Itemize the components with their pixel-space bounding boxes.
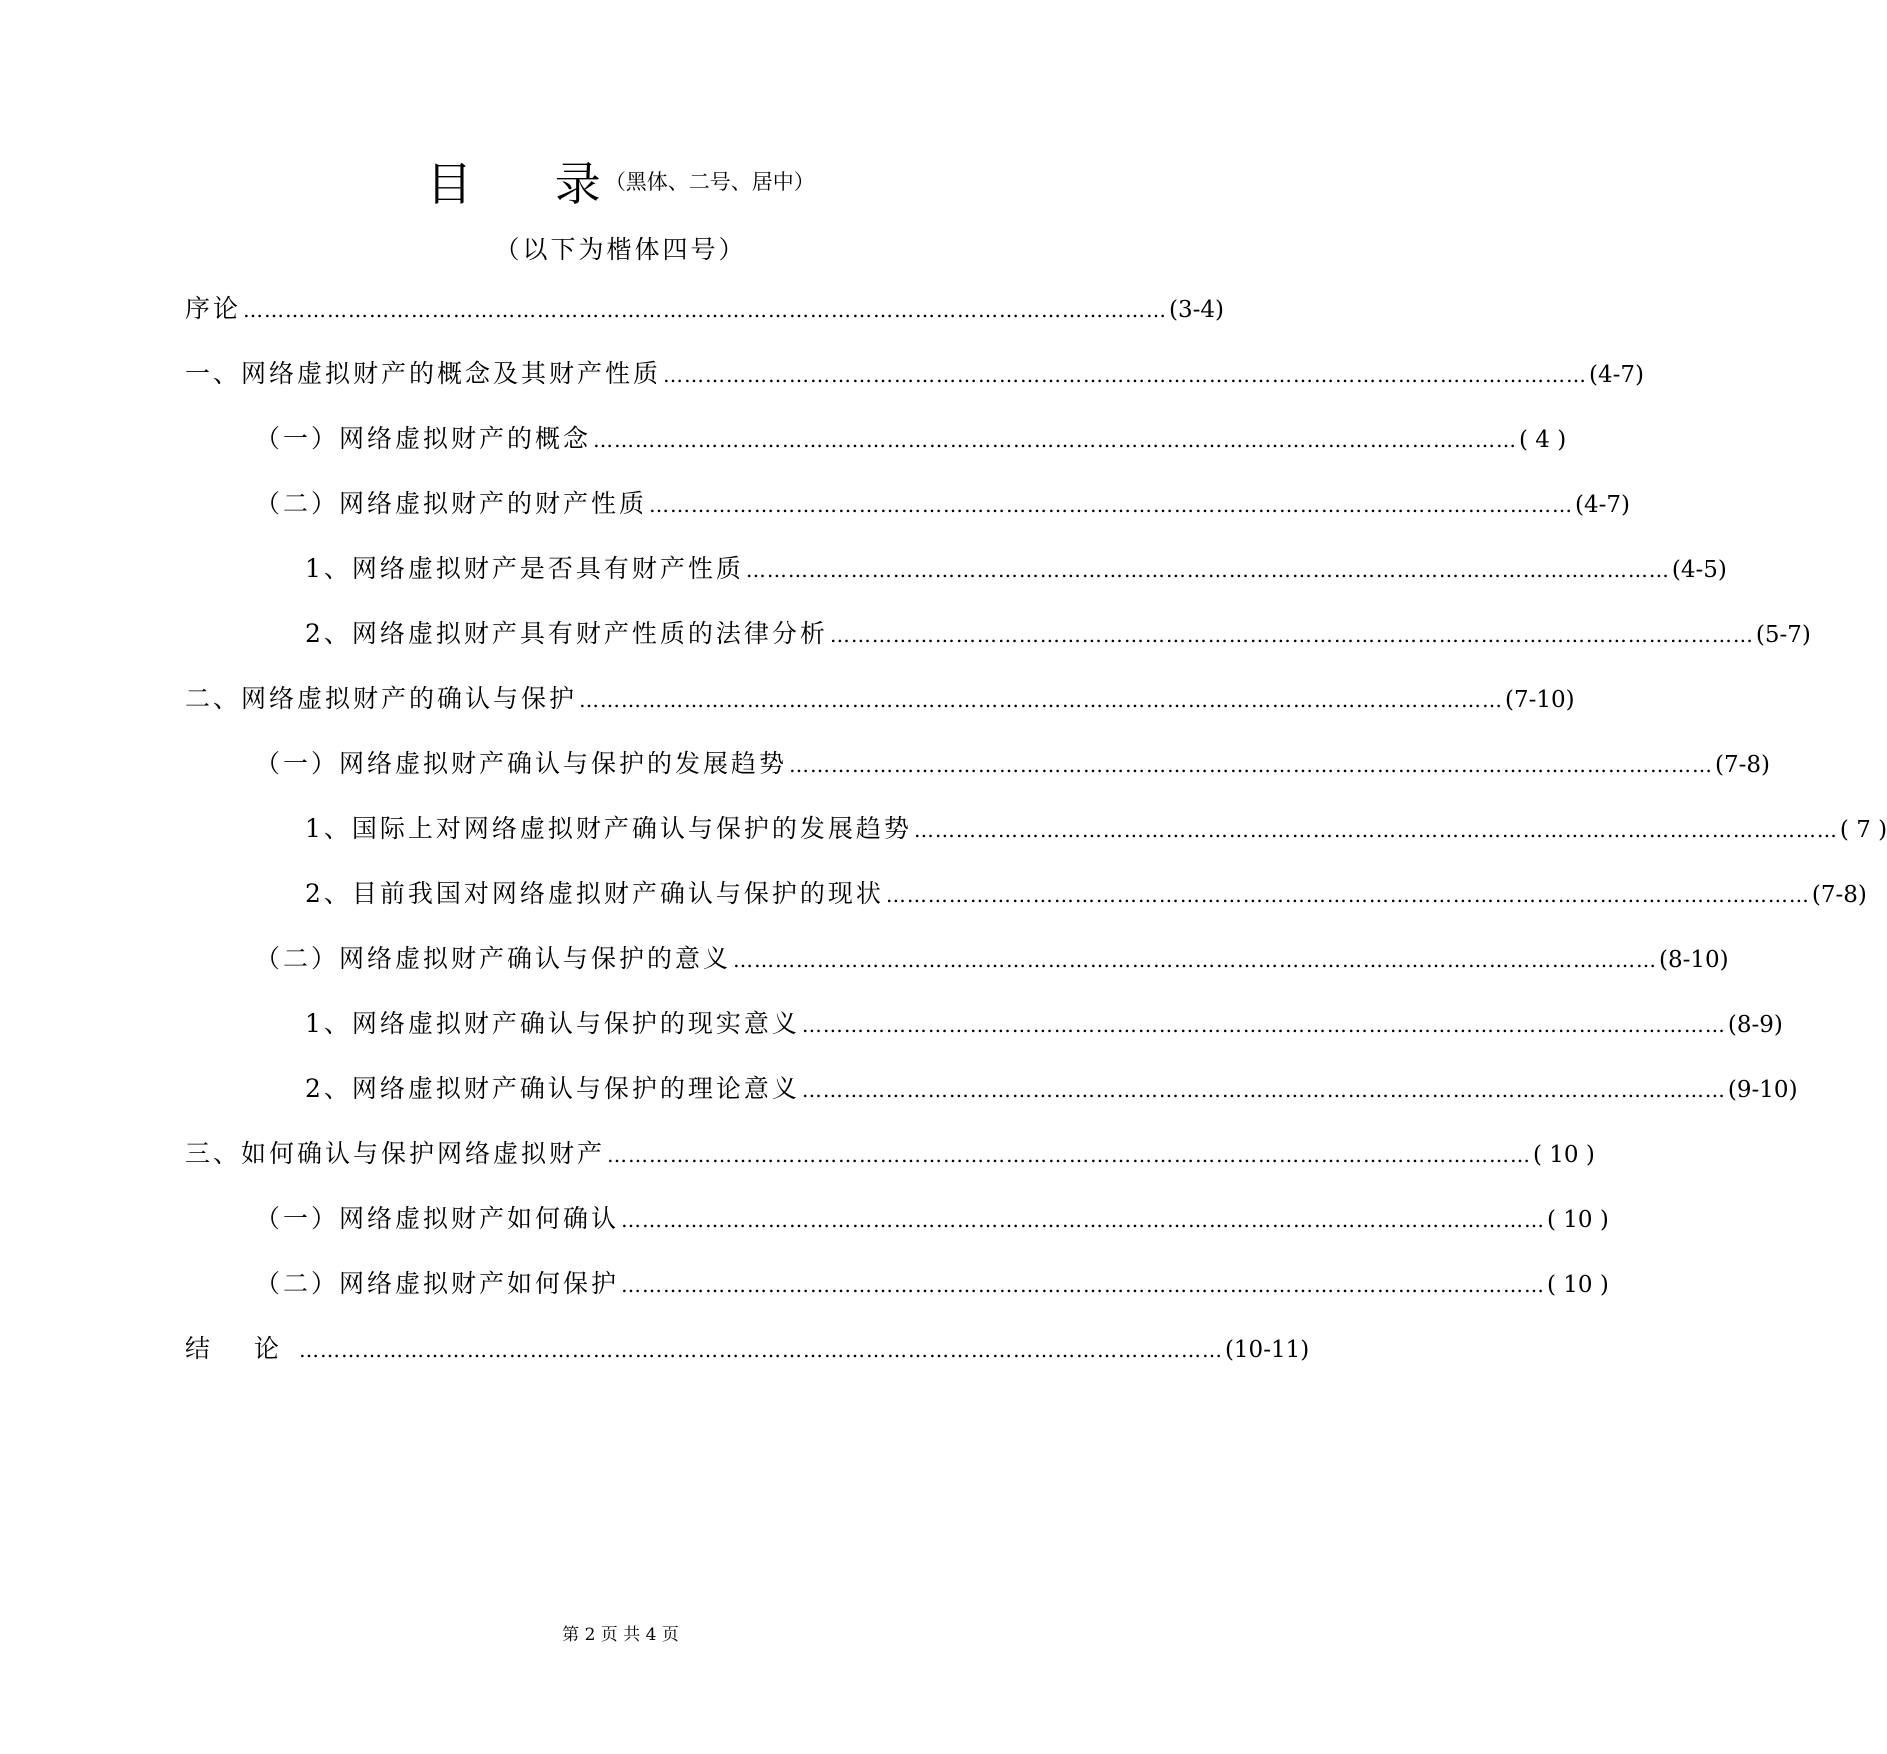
- toc-entry[interactable]: [255, 942, 1729, 976]
- toc-entry-label: （二）网络虚拟财产的财产性质: [255, 489, 648, 518]
- toc-entry-label: （一）网络虚拟财产确认与保护的发展趋势: [255, 749, 788, 778]
- toc-dot-leader: ……………………………………………………………………………………………………………………: [649, 493, 1574, 517]
- toc-dot-leader: ……………………………………………………………………………………………………………………: [607, 1143, 1532, 1167]
- toc-entry-label: 1、网络虚拟财产是否具有财产性质: [305, 554, 744, 583]
- toc-entry[interactable]: [305, 617, 1811, 651]
- toc-entry[interactable]: [305, 1072, 1798, 1106]
- toc-entry[interactable]: [185, 682, 1575, 716]
- toc-entry-page: (10-11): [1224, 1337, 1310, 1363]
- toc-entry[interactable]: [305, 877, 1867, 911]
- toc-entry-label: 一、网络虚拟财产的概念及其财产性质: [185, 359, 662, 388]
- page-number-footer: 第 2 页 共 4 页: [562, 1625, 679, 1645]
- toc-entry[interactable]: [255, 1267, 1609, 1301]
- toc-entry-label: （一）网络虚拟财产如何确认: [255, 1204, 620, 1233]
- toc-entry-page: (5-7): [1755, 622, 1811, 648]
- toc-dot-leader: ……………………………………………………………………………………………………………………: [913, 818, 1838, 842]
- toc-entry[interactable]: [185, 1332, 1310, 1366]
- toc-entry[interactable]: [305, 1007, 1783, 1041]
- toc-entry-label: （二）网络虚拟财产确认与保护的意义: [255, 944, 732, 973]
- toc-entry-label: 二、网络虚拟财产的确认与保护: [185, 684, 578, 713]
- toc-entry-page: (7-8): [1715, 752, 1770, 778]
- toc-dot-leader: ……………………………………………………………………………………………………………………: [593, 428, 1518, 452]
- toc-entry[interactable]: [185, 357, 1644, 391]
- page-title: 目 录: [426, 157, 635, 211]
- toc-entry-label: （一）网络虚拟财产的概念: [255, 424, 592, 453]
- title-format-note: （黑体、二号、居中）: [604, 170, 815, 194]
- toc-dot-leader: ……………………………………………………………………………………………………………………: [801, 1013, 1726, 1037]
- toc-dot-leader: ……………………………………………………………………………………………………………………: [733, 948, 1658, 972]
- toc-entry-label: 1、网络虚拟财产确认与保护的现实意义: [305, 1009, 800, 1038]
- toc-entry[interactable]: [185, 1137, 1595, 1171]
- toc-entry[interactable]: [255, 487, 1630, 521]
- subtitle-format-note: （以下为楷体四号）: [494, 235, 747, 264]
- toc-entry[interactable]: [305, 812, 1887, 846]
- toc-entry[interactable]: [185, 292, 1224, 326]
- toc-dot-leader: ……………………………………………………………………………………………………………………: [243, 298, 1168, 322]
- toc-entry-page: (8-10): [1659, 947, 1729, 973]
- toc-dot-leader: ……………………………………………………………………………………………………………………: [663, 363, 1588, 387]
- toc-entry[interactable]: [255, 1202, 1609, 1236]
- toc-entry[interactable]: [305, 552, 1727, 586]
- toc-entry-label: 2、目前我国对网络虚拟财产确认与保护的现状: [305, 879, 884, 908]
- toc-entry-page: (4-7): [1589, 362, 1644, 388]
- toc-entry-label: 序论: [185, 294, 242, 323]
- toc-entry-page: ( 10 ): [1533, 1142, 1595, 1168]
- toc-entry-label: 2、网络虚拟财产确认与保护的理论意义: [305, 1074, 800, 1103]
- toc-entry-label: 三、如何确认与保护网络虚拟财产: [185, 1139, 606, 1168]
- toc-dot-leader: ……………………………………………………………………………………………………………………: [621, 1273, 1546, 1297]
- toc-dot-leader: ……………………………………………………………………………………………………………………: [829, 623, 1754, 647]
- toc-entry-page: ( 4 ): [1519, 427, 1567, 453]
- toc-entry-page: (3-4): [1169, 297, 1224, 323]
- toc-entry-page: (7-10): [1505, 687, 1575, 713]
- toc-entry-page: (4-7): [1575, 492, 1630, 518]
- toc-entry[interactable]: [255, 747, 1770, 781]
- toc-entry-page: (7-8): [1811, 882, 1867, 908]
- toc-dot-leader: ……………………………………………………………………………………………………………………: [298, 1338, 1223, 1362]
- toc-dot-leader: ……………………………………………………………………………………………………………………: [885, 883, 1810, 907]
- toc-entry-label: 2、网络虚拟财产具有财产性质的法律分析: [305, 619, 828, 648]
- toc-entry-page: ( 10 ): [1547, 1272, 1609, 1298]
- toc-entry-page: ( 7 ): [1839, 817, 1887, 843]
- toc-dot-leader: ……………………………………………………………………………………………………………………: [579, 688, 1504, 712]
- toc-dot-leader: ……………………………………………………………………………………………………………………: [789, 753, 1714, 777]
- toc-entry-page: (8-9): [1727, 1012, 1783, 1038]
- toc-dot-leader: ……………………………………………………………………………………………………………………: [745, 558, 1670, 582]
- toc-entry-label: 结 论: [185, 1334, 297, 1363]
- toc-dot-leader: ……………………………………………………………………………………………………………………: [801, 1078, 1726, 1102]
- toc-entry-page: (4-5): [1671, 557, 1727, 583]
- toc-title-row: [0, 148, 1241, 214]
- toc-entry-label: （二）网络虚拟财产如何保护: [255, 1269, 620, 1298]
- toc-entry-page: (9-10): [1727, 1077, 1798, 1103]
- toc-entry-label: 1、国际上对网络虚拟财产确认与保护的发展趋势: [305, 814, 912, 843]
- toc-entry[interactable]: [255, 422, 1567, 456]
- toc-dot-leader: ……………………………………………………………………………………………………………………: [621, 1208, 1546, 1232]
- toc-entry-page: ( 10 ): [1547, 1207, 1609, 1233]
